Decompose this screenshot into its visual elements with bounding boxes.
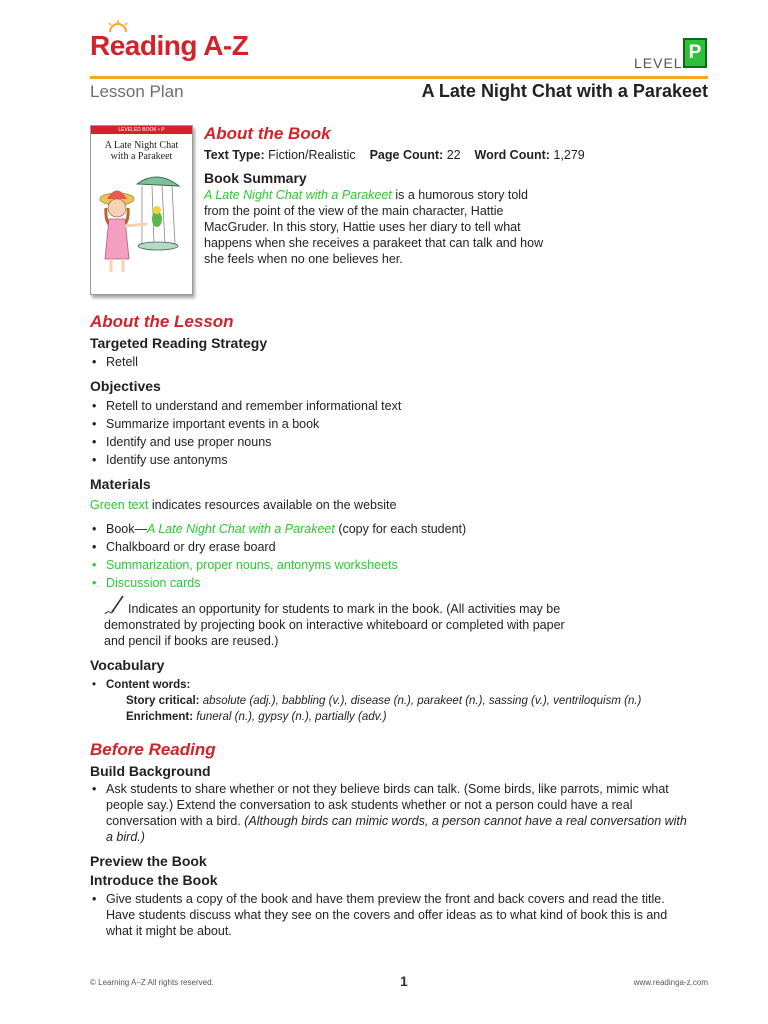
worksheets-link[interactable]: • Summarization, proper nouns, antonyms worksheets xyxy=(90,556,466,574)
list-item: • Summarize important events in a book xyxy=(90,415,401,433)
build-background-list xyxy=(90,781,690,845)
book-summary-heading: Book Summary xyxy=(204,170,307,186)
about-lesson-heading: About the Lesson xyxy=(90,312,234,331)
story-critical-line xyxy=(126,693,641,709)
reading-az-logo: Reading A-Z xyxy=(90,30,249,61)
header-rule xyxy=(90,76,708,79)
page-count-value: 22 xyxy=(446,148,461,162)
level-label: LEVEL xyxy=(634,55,683,71)
vocabulary-list xyxy=(90,677,190,693)
document-title: A Late Night Chat with a Parakeet xyxy=(421,81,708,101)
story-critical-words: absolute (adj.), babbling (v.), disease (n.), parakeet (n.), sassing (v.), ventriloquism (n.) xyxy=(202,695,642,707)
build-background-heading: Build Background xyxy=(90,763,211,779)
level-badge: P xyxy=(683,38,707,68)
list-item: • Identify use antonyms xyxy=(90,451,401,469)
pencil-note: Indicates an opportunity for students to mark in the book. (All activities may be demonstrated by projecting book on interactive whiteboard or completed with paper and pencil if books are reused.) xyxy=(104,602,565,648)
introduce-list xyxy=(90,891,690,939)
discussion-cards-link[interactable]: • Discussion cards xyxy=(90,574,466,592)
story-critical-label: Story critical: xyxy=(126,695,200,707)
page-number: 1 xyxy=(400,973,408,989)
about-book-heading: About the Book xyxy=(204,124,331,143)
book-summary-body: is a humorous story told from the point of the view of the main character, Hattie MacGruder. In this story, Hattie uses her diary to tell what happens when she receives a parakeet that can talk and how she feels when no one believes her. xyxy=(204,188,544,266)
cover-band: LEVELED BOOK • P xyxy=(91,126,192,134)
page-count-label: Page Count: xyxy=(369,148,444,162)
cover-title-line2: with a Parakeet xyxy=(110,151,173,162)
word-count-label: Word Count: xyxy=(474,148,550,162)
list-item: • Identify and use proper nouns xyxy=(90,433,401,451)
materials-note-green: Green text xyxy=(90,498,149,512)
objectives-heading: Objectives xyxy=(90,378,161,394)
build-background-text: Ask students to share whether or not they believe birds can talk. (Some birds, like parrots, mimic what people say.) Extend the conversation to ask students whether or not a person could have a real conversation with a bird. xyxy=(106,782,669,828)
book-cover-image xyxy=(90,125,193,295)
materials-book-prefix: Book— xyxy=(106,522,147,536)
footer-copyright: © Learning A–Z All rights reserved. xyxy=(90,978,214,987)
book-meta xyxy=(204,147,585,163)
materials-book-suffix: (copy for each student) xyxy=(334,522,467,536)
list-item: • Chalkboard or dry erase board xyxy=(90,538,466,556)
list-item: • Retell xyxy=(90,353,138,371)
enrichment-label: Enrichment: xyxy=(126,711,194,723)
introduce-heading: Introduce the Book xyxy=(90,872,218,888)
before-reading-heading: Before Reading xyxy=(90,740,216,759)
text-type-label: Text Type: xyxy=(204,148,265,162)
materials-note-rest: indicates resources available on the website xyxy=(148,498,397,512)
word-count-value: 1,279 xyxy=(553,148,585,162)
objectives-list xyxy=(90,397,401,469)
list-item: • Give students a copy of the book and have them preview the front and back covers and read the title. Have students discuss what they see on the covers and offer ideas as to what kind of book this is and what it might be about. xyxy=(90,891,690,939)
materials-heading: Materials xyxy=(90,476,151,492)
list-item xyxy=(90,520,466,538)
enrichment-words: funeral (n.), gypsy (n.), partially (adv.) xyxy=(196,711,387,723)
cover-title-line1: A Late Night Chat xyxy=(104,140,179,151)
cover-title xyxy=(91,140,192,162)
list-item xyxy=(90,781,690,845)
list-item xyxy=(90,677,190,693)
materials-book-link[interactable]: A Late Night Chat with a Parakeet xyxy=(147,522,335,536)
build-background-italic: (Although birds can mimic words, a person cannot have a real conversation with a bird.) xyxy=(106,814,687,844)
content-words-label: Content words: xyxy=(106,679,191,691)
book-summary-title-link[interactable]: A Late Night Chat with a Parakeet xyxy=(204,188,392,202)
book-summary-text xyxy=(204,187,544,267)
materials-list xyxy=(90,520,466,592)
vocabulary-heading: Vocabulary xyxy=(90,657,165,673)
enrichment-line xyxy=(126,709,387,725)
strategy-list xyxy=(90,353,138,371)
lesson-plan-label: Lesson Plan xyxy=(90,82,184,101)
strategy-heading: Targeted Reading Strategy xyxy=(90,335,268,351)
footer-url-link[interactable]: www.readinga-z.com xyxy=(633,978,708,987)
preview-heading: Preview the Book xyxy=(90,853,207,869)
text-type-value: Fiction/Realistic xyxy=(268,148,356,162)
list-item: • Retell to understand and remember informational text xyxy=(90,397,401,415)
cover-illustration xyxy=(97,164,187,274)
materials-note xyxy=(90,497,396,513)
